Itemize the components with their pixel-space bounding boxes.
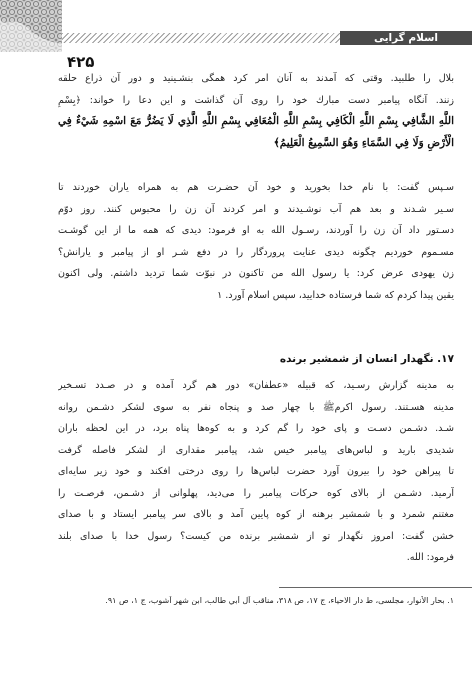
text-line: مدینه هسـتند. رسول اکرمﷺ با چهار صد و پنجاه نفر به سوی لشکر دشـمن روانه bbox=[58, 401, 454, 413]
text-line: سـیر شـدند و بعد هم آب نوشـیدند و امر کردند آن زن را محبوس کنند. روز دوّم bbox=[58, 203, 454, 215]
paragraph-2 bbox=[58, 177, 454, 306]
paragraph-3 bbox=[58, 375, 454, 569]
header-hatch-pattern bbox=[62, 33, 340, 43]
text-line: خشن گفت: امروز نگهدار تو از شمشیر برنده من کیست؟ رسول خدا با صدای بلند bbox=[58, 530, 454, 542]
text-line: دسـتور داد آن زن را آوردند، رسـول الله به او فرمود: دیدی که همه ما از این گوشـت bbox=[58, 225, 454, 236]
text-line: زنند. آنگاه پیامبر دست مبارك خود را روی آن گذاشت و این دعا را خواند: ﴿بِسْمِ bbox=[58, 94, 454, 106]
text-line: آرمید. دشـمن از بالای کوه حرکات پیامبر را می‌دید، پهلوانی از دشـمن، فرصـت را bbox=[58, 487, 454, 499]
text-line: به مدینه گزارش رسـید، که قبیله «عطفان» دور هم گرد آمده و در صـدد تسـخیر bbox=[58, 380, 454, 391]
text-line: زن یهودی عرض کرد: یا رسول الله من تاکنون در نبوّت شما تردید داشتم. ولی اکنون bbox=[58, 268, 454, 279]
text-line: شدیدی بارید و لباس‌های پیامبر خیس شد، پیامبر مقداری از لشکر فاصله گرفت bbox=[58, 444, 454, 456]
footnote: ۱. بحار الأنوار، مجلسی، ط دار الاحیاء، ج ۱۷، ص ۳۱۸، مناقب آل أبي طالب، ابن شهر آشوب، ج ۱، ص ۹۱. bbox=[105, 596, 454, 605]
text-line: مغتنم شمرد و با شمشیر برهنه از کوه پایین آمد و بالای سر پیامبر ایستاد و با صدای bbox=[58, 509, 454, 520]
verse-line: اللَّهِ الشَّافِي بِسْمِ اللَّهِ الْكَافِي بِسْمِ اللَّهِ الْمُعَافِي بِسْمِ اللَّهِ الَّذِي لَا يَضُرُّ مَعَ اسْمِهِ شَيْءٌ فِي bbox=[58, 115, 454, 127]
verse-line: الْأَرْضِ وَلَا فِي السَّمَاءِ وَهُوَ السَّمِيعُ الْعَلِيمُ﴾ bbox=[273, 136, 454, 149]
text-line: بلال را طلبید. وقتی که آمدند به آنان امر کرد همگی بنشـینید و دور آن ذراع حلقه bbox=[58, 73, 454, 84]
text-line: فرمود: الله. bbox=[406, 552, 454, 563]
text-line: تا پیراهن خود را بیرون آورد حضرت لباس‌ها را روی درختی افکند و خود زیر سایه‌ای bbox=[58, 466, 454, 477]
text-line: مسـموم خوردیم چگونه دیدی عنایت پروردگار را در دفع شـر او از پیامبر و یارانش؟ bbox=[58, 246, 454, 258]
running-header bbox=[62, 31, 472, 45]
footnote-divider bbox=[279, 587, 472, 588]
text-line: شـد. دشـمن دسـت و پای خود را گم کرد و به کوه‌ها پناه برد، در این لحظه باران bbox=[58, 423, 454, 434]
text-line: سـپس گفت: با نام خدا بخورید و خود آن حضـرت هم به همراه یاران خوردند تا bbox=[58, 182, 454, 193]
header-title: اسلام گرایی bbox=[340, 31, 472, 45]
decorative-ornament bbox=[0, 0, 62, 52]
page-number: ۴۲۵ bbox=[67, 53, 95, 71]
section-heading: ۱۷. نگهدار انسان از شمشیر برنده bbox=[279, 353, 454, 365]
text-line: یقین پیدا کردم که شما فرستاده خدایید، سپس اسلام آورد. ۱ bbox=[217, 289, 454, 301]
paragraph-1 bbox=[58, 68, 454, 154]
